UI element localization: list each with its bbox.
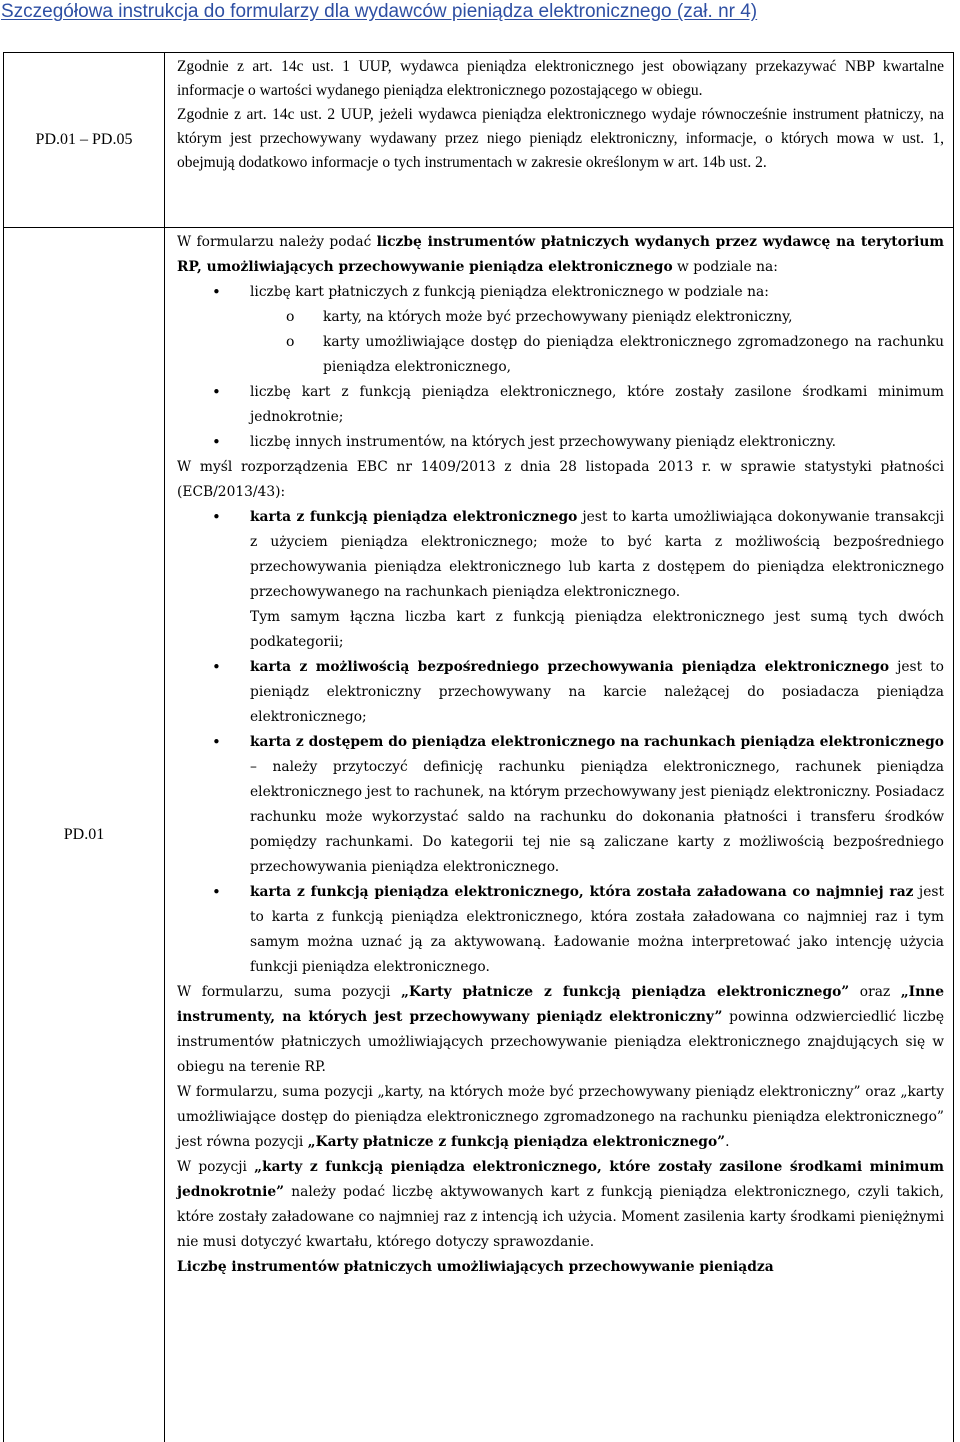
table-row [4, 53, 954, 228]
paragraph: W myśl rozporządzenia EBC nr 1409/2013 z dnia 28 listopada 2013 r. w sprawie statystyki płatności (ECB/2013/43): [177, 459, 944, 500]
description-cell [165, 53, 954, 228]
bold-run: karta z funkcją pieniądza elektronicznego [250, 509, 578, 525]
bold-run: liczbę instrumentów płatniczych wydanych przez wydawcę na terytorium RP, umożliwiających przechowywanie pieniądza elektronicznego [177, 234, 945, 275]
list-item: o karty, na których może być przechowywany pieniądz elektroniczny, [177, 305, 944, 330]
table-row [4, 228, 954, 1442]
text-run: . [725, 1134, 730, 1150]
bold-run: „karty z funkcją pieniądza elektronicznego, które zostały zasilone środkami minimum jednokrotnie” [177, 1159, 944, 1200]
form-code: PD.01 [63, 825, 105, 843]
text-run: w podziale na: [672, 259, 778, 275]
description-cell [165, 228, 954, 1442]
form-code-cell [4, 53, 165, 228]
list-item [177, 880, 944, 980]
document-header [0, 0, 960, 40]
text-run: W formularzu, suma pozycji „karty, na których może być przechowywany pieniądz elektroniczny” oraz „karty umożliwiające dostęp do pieniądza elektronicznego zgromadzonego na rachunku pieniądza elektronicznego” jest równa pozycji [177, 1084, 944, 1150]
bold-run: karta z funkcją pieniądza elektronicznego, która została załadowana co najmniej raz [250, 884, 914, 900]
form-code: PD.01 – PD.05 [35, 131, 133, 148]
list-item: o karty umożliwiające dostęp do pieniądza elektronicznego zgromadzonego na rachunku pieniądza elektronicznego, [177, 330, 944, 380]
text-run: należy podać liczbę aktywowanych kart z funkcją pieniądza elektronicznego, czyli takich, które zostały załadowane co najmniej raz z intencją ich użycia. Moment zasilenia karty środkami pieniężnymi nie musi dotyczyć kwartału, którego dotyczy sprawozdanie. [177, 1184, 944, 1250]
bold-run: „Karty płatnicze z funkcją pieniądza elektronicznego” [401, 984, 850, 1000]
form-code-cell [4, 228, 165, 1442]
text-run: jest to pieniądz elektroniczny przechowywany na karcie należącej do posiadacza pieniądza elektronicznego; [250, 659, 944, 725]
list-item [177, 505, 944, 605]
definition-list [177, 655, 944, 980]
text-run: W formularzu, suma pozycji [177, 984, 402, 1000]
paragraph [177, 980, 944, 1080]
text-run: W formularzu należy podać [177, 234, 377, 250]
text-run: W pozycji [177, 1159, 255, 1175]
list-item: • liczbę kart płatniczych z funkcją pieniądza elektronicznego w podziale na: [177, 280, 944, 305]
paragraph [177, 230, 944, 280]
paragraph: Zgodnie z art. 14c ust. 2 UUP, jeżeli wydawca pieniądza elektronicznego wydaje równocześnie instrument płatniczy, na którym jest przechowywany wydawany przez niego pieniądz elektroniczny, informacje, o których mowa w ust. 1, obejmują dodatkowo informacje o tych instrumentach w zakresie określonym w art. 14b ust. 2. [177, 106, 944, 171]
bold-run: Liczbę instrumentów płatniczych umożliwiających przechowywanie pieniądza [177, 1259, 774, 1275]
list-item: • liczbę innych instrumentów, na których jest przechowywany pieniądz elektroniczny. [177, 430, 944, 455]
text-run: jest to karta umożliwiająca dokonywanie transakcji z użyciem pieniądza elektronicznego; może to być karta z możliwością bezpośredniego przechowywania pieniądza elektronicznego lub karta z dostępem do pieniądza elektronicznego przechowywanego na rachunkach pieniądza elektronicznego. [250, 509, 945, 600]
text-run: oraz [849, 984, 901, 1000]
text-run: jest to karta z funkcją pieniądza elektronicznego, która została załadowana co najmniej raz i tym samym można uznać ją za aktywowaną. Ładowanie można interpretować jako intencję użycia funkcji pieniądza elektronicznego. [250, 884, 944, 975]
paragraph [177, 1255, 944, 1280]
bold-run: „Karty płatnicze z funkcją pieniądza elektronicznego” [307, 1134, 726, 1150]
text-run: – należy przytoczyć definicję rachunku pieniądza elektronicznego, rachunek pieniądza elektronicznego jest to rachunek, na którym przechowywany jest pieniądz elektroniczny. Posiadacz rachunku może wykorzystać saldo na rachunku do dokonania płatności i transferu środków pomiędzy rachunkami. Do kategorii tej nie są zaliczane karty z możliwością bezpośredniego przechowywania pieniądza elektronicznego. [250, 759, 944, 875]
bold-run: karta z dostępem do pieniądza elektronicznego na rachunkach pieniądza elektronicznego [250, 734, 944, 750]
list-item [177, 730, 944, 880]
paragraph: Tym samym łączna liczba kart z funkcją pieniądza elektronicznego jest sumą tych dwóch podkategorii; [250, 609, 944, 650]
text-run: powinna odzwierciedlić liczbę instrumentów płatniczych umożliwiających przechowywanie pieniądza elektronicznego znajdujących się w obiegu na terenie RP. [177, 1009, 944, 1075]
bold-run: „Inne instrumenty, na których jest przechowywany pieniądz elektroniczny” [177, 984, 944, 1025]
bold-run: karta z możliwością bezpośredniego przechowywania pieniądza elektronicznego [250, 659, 890, 675]
list-item: • liczbę kart z funkcją pieniądza elektronicznego, które zostały zasilone środkami minimum jednokrotnie; [177, 380, 944, 430]
paragraph [177, 1080, 944, 1155]
list-item [177, 655, 944, 730]
instruction-table [3, 52, 954, 1442]
paragraph [177, 1155, 944, 1255]
definition-list [177, 505, 944, 605]
document-title: Szczegółowa instrukcja do formularzy dla wydawców pieniądza elektronicznego (zał. nr 4) [1, 1, 758, 22]
bullet-list [177, 280, 944, 455]
paragraph: Zgodnie z art. 14c ust. 1 UUP, wydawca pieniądza elektronicznego jest obowiązany przekazywać NBP kwartalne informacje o wartości wydanego pieniądza elektronicznego pozostającego w obiegu. [177, 58, 944, 99]
